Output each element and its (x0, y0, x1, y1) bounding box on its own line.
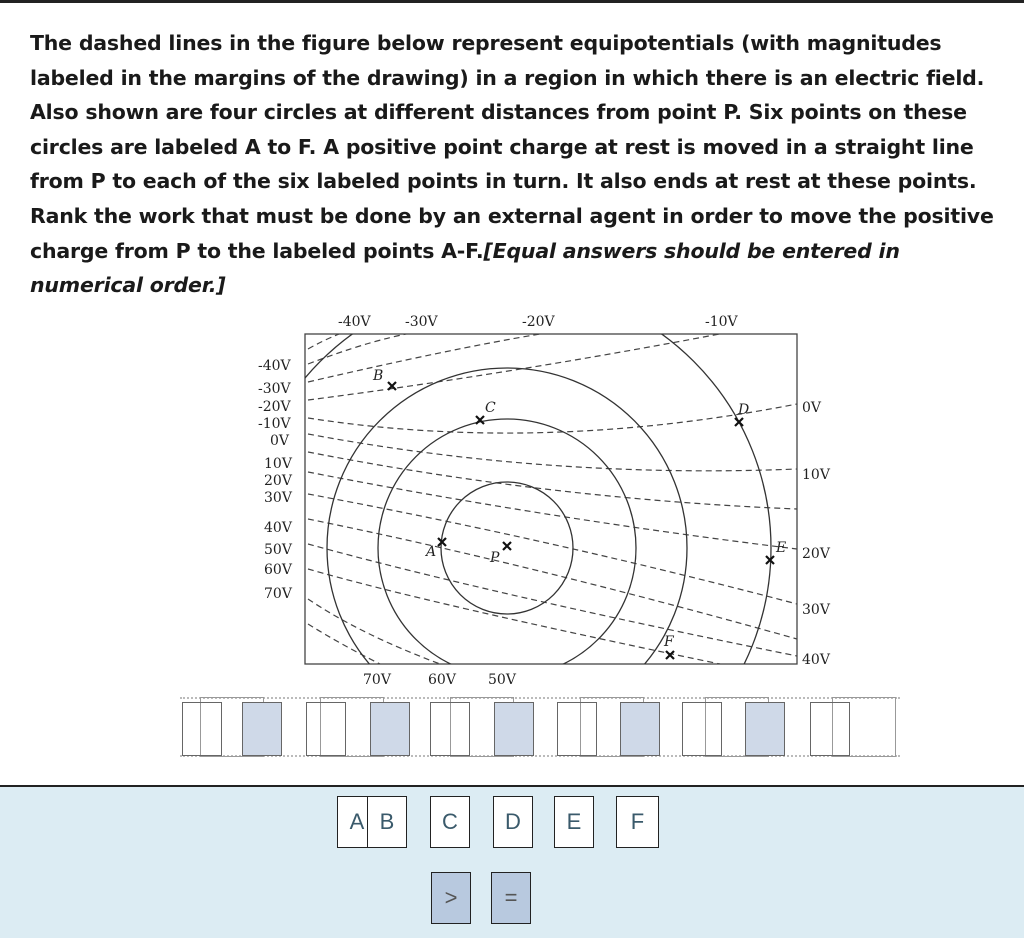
tile-a[interactable]: A (337, 796, 377, 848)
bottom-label: 50V (488, 672, 516, 688)
left-label: -40V (258, 358, 291, 374)
right-label: 20V (802, 546, 830, 562)
question-text (30, 26, 995, 303)
left-label: -20V (258, 399, 291, 415)
left-label: 60V (264, 562, 292, 578)
label-c: C (485, 400, 496, 416)
marker-d (735, 418, 743, 426)
right-label: 10V (802, 467, 830, 483)
question-instruction: [Equal answers should be entered in numerical order.] (30, 238, 900, 298)
left-label: -30V (258, 381, 291, 397)
tile-b[interactable]: B (367, 796, 407, 848)
label-a: A (426, 544, 437, 560)
answer-slot-operator[interactable] (370, 702, 410, 756)
answer-slot-letter[interactable] (306, 702, 346, 756)
answer-slot-letter[interactable] (682, 702, 722, 756)
label-b: B (373, 368, 384, 384)
left-label: 30V (264, 490, 292, 506)
marker-f (666, 651, 674, 659)
tile-equals[interactable]: = (491, 872, 531, 924)
left-label: 50V (264, 542, 292, 558)
label-e: E (776, 540, 787, 556)
bottom-label: 60V (428, 672, 456, 688)
answer-slot-letter[interactable] (557, 702, 597, 756)
answer-slot-letter[interactable] (810, 702, 850, 756)
answer-row (180, 697, 900, 759)
tile-c[interactable]: C (430, 796, 470, 848)
answer-slot-operator[interactable] (745, 702, 785, 756)
left-label: 40V (264, 520, 292, 536)
left-label: 20V (264, 473, 292, 489)
right-label: 0V (802, 400, 822, 416)
tile-greater-than[interactable]: > (431, 872, 471, 924)
right-voltage-labels (802, 400, 831, 668)
right-label: 40V (802, 652, 830, 668)
left-label: 0V (270, 433, 290, 449)
top-label: -10V (705, 314, 738, 330)
question-body: The dashed lines in the figure below represent equipotentials (with magnitudes labeled in the margins of the drawing) in a region in which there is an electric field. Also shown are four circles at different distances from point P. Six points on these circles are labeled A to F. A positive point charge at rest is moved in a straight line from P to each of the six labeled points in turn. It also ends at rest at these points. Rank the work that must be done by an external agent in order to move the positive charge from P to the labeled points A-F. (30, 31, 994, 263)
top-label: -30V (405, 314, 438, 330)
answer-slot-operator[interactable] (494, 702, 534, 756)
answer-slot-operator[interactable] (620, 702, 660, 756)
top-voltage-labels (338, 314, 739, 330)
label-f: F (664, 634, 674, 650)
right-label: 30V (802, 602, 830, 618)
tile-e[interactable]: E (554, 796, 594, 848)
answer-row-guide (180, 697, 900, 757)
marker-c (476, 416, 484, 424)
tile-f[interactable]: F (616, 796, 659, 848)
tile-d[interactable]: D (493, 796, 533, 848)
point-markers (388, 382, 774, 659)
top-divider (0, 0, 1024, 3)
top-label: -20V (522, 314, 555, 330)
bottom-label: 70V (363, 672, 391, 688)
left-label: 70V (264, 586, 292, 602)
left-label: 10V (264, 456, 292, 472)
label-p: P (490, 550, 500, 566)
circle-2 (378, 419, 636, 677)
label-d: D (738, 402, 750, 418)
answer-slot-operator[interactable] (242, 702, 282, 756)
answer-slot-letter[interactable] (430, 702, 470, 756)
equipotential-figure (250, 304, 830, 700)
left-voltage-labels (258, 358, 293, 602)
top-label: -40V (338, 314, 371, 330)
answer-slot-letter[interactable] (182, 702, 222, 756)
marker-p (503, 542, 511, 550)
answer-bank (0, 787, 1024, 938)
left-label: -10V (258, 416, 291, 432)
bottom-voltage-labels (363, 672, 517, 688)
